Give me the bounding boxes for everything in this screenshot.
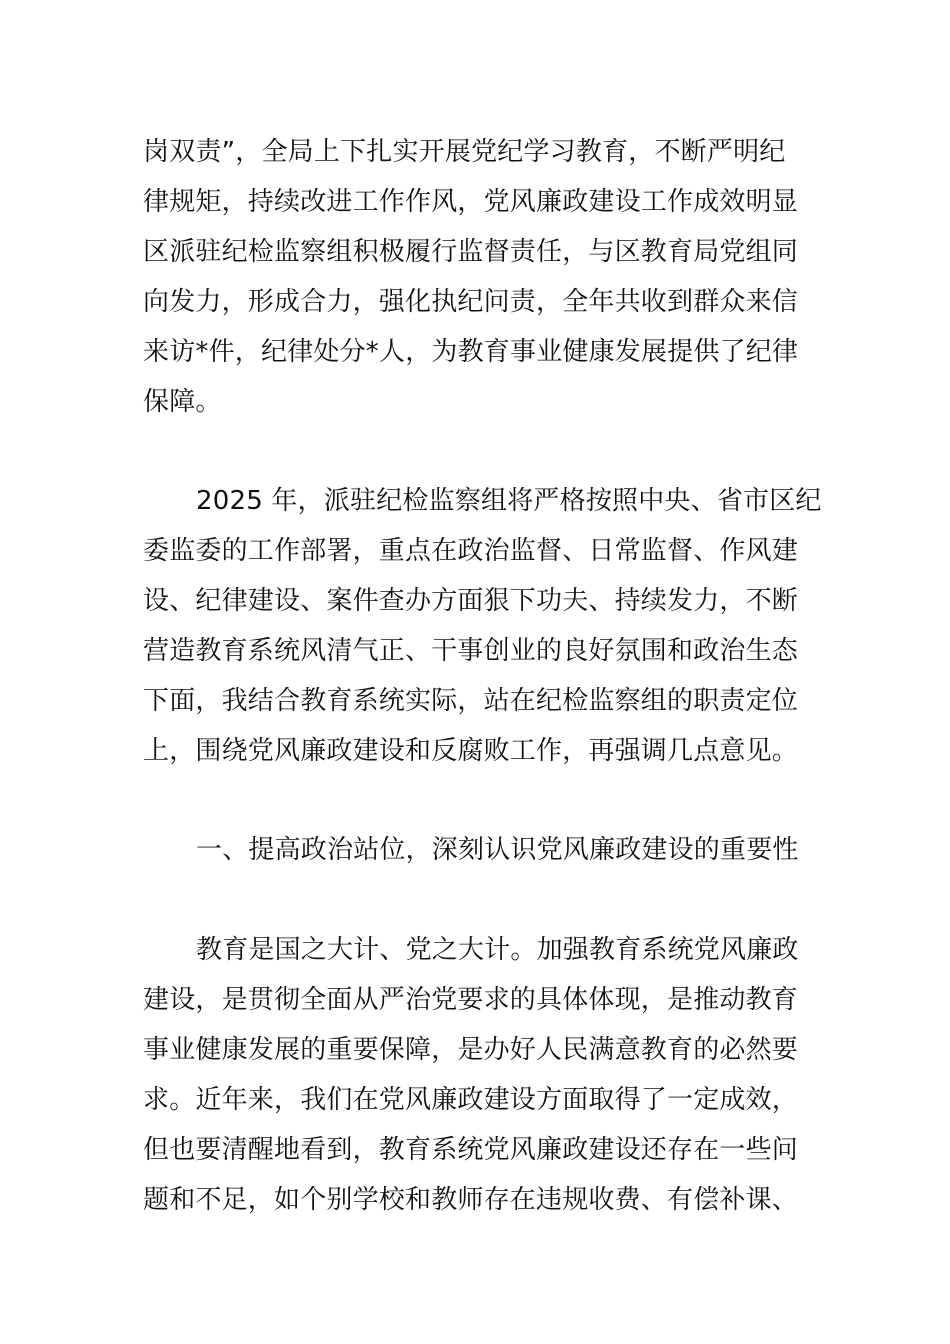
text-line: 律规矩，持续改进工作作风，党风廉政建设工作成效明显 — [143, 187, 799, 217]
text-line: 上，围绕党风廉政建设和反腐败工作，再强调几点意见。 — [143, 736, 799, 766]
section-heading: 一、提高政治站位，深刻认识党风廉政建设的重要性 — [196, 835, 799, 865]
text-line: 来访*件，纪律处分*人，为教育事业健康发展提供了纪律 — [143, 337, 799, 367]
text-line: 向发力，形成合力，强化执纪问责，全年共收到群众来信 — [143, 287, 799, 317]
text-line: 委监委的工作部署，重点在政治监督、日常监督、作风建 — [143, 536, 799, 566]
text-line: 题和不足，如个别学校和教师存在违规收费、有偿补课、 — [143, 1185, 799, 1215]
text-line: 营造教育系统风清气正、干事创业的良好氛围和政治生态 — [143, 636, 799, 666]
text-line: 下面，我结合教育系统实际，站在纪检监察组的职责定位 — [143, 686, 799, 716]
paragraph-first-line: 教育是国之大计、党之大计。加强教育系统党风廉政 — [196, 935, 799, 965]
text-line: 建设，是贯彻全面从严治党要求的具体体现，是推动教育 — [143, 985, 799, 1015]
text-line: 求。近年来，我们在党风廉政建设方面取得了一定成效， — [143, 1085, 799, 1115]
text-line: 事业健康发展的重要保障，是办好人民满意教育的必然要 — [143, 1035, 799, 1065]
text-line: 区派驻纪检监察组积极履行监督责任，与区教育局党组同 — [143, 237, 799, 267]
text-line: 但也要清醒地看到，教育系统党风廉政建设还存在一些问 — [143, 1135, 799, 1165]
paragraph-first-line: 2025 年，派驻纪检监察组将严格按照中央、省市区纪 — [196, 486, 822, 516]
text-line: 设、纪律建设、案件查办方面狠下功夫、持续发力，不断 — [143, 586, 799, 616]
text-line: 岗双责”，全局上下扎实开展党纪学习教育，不断严明纪 — [143, 137, 786, 167]
text-line: 保障。 — [143, 387, 222, 417]
